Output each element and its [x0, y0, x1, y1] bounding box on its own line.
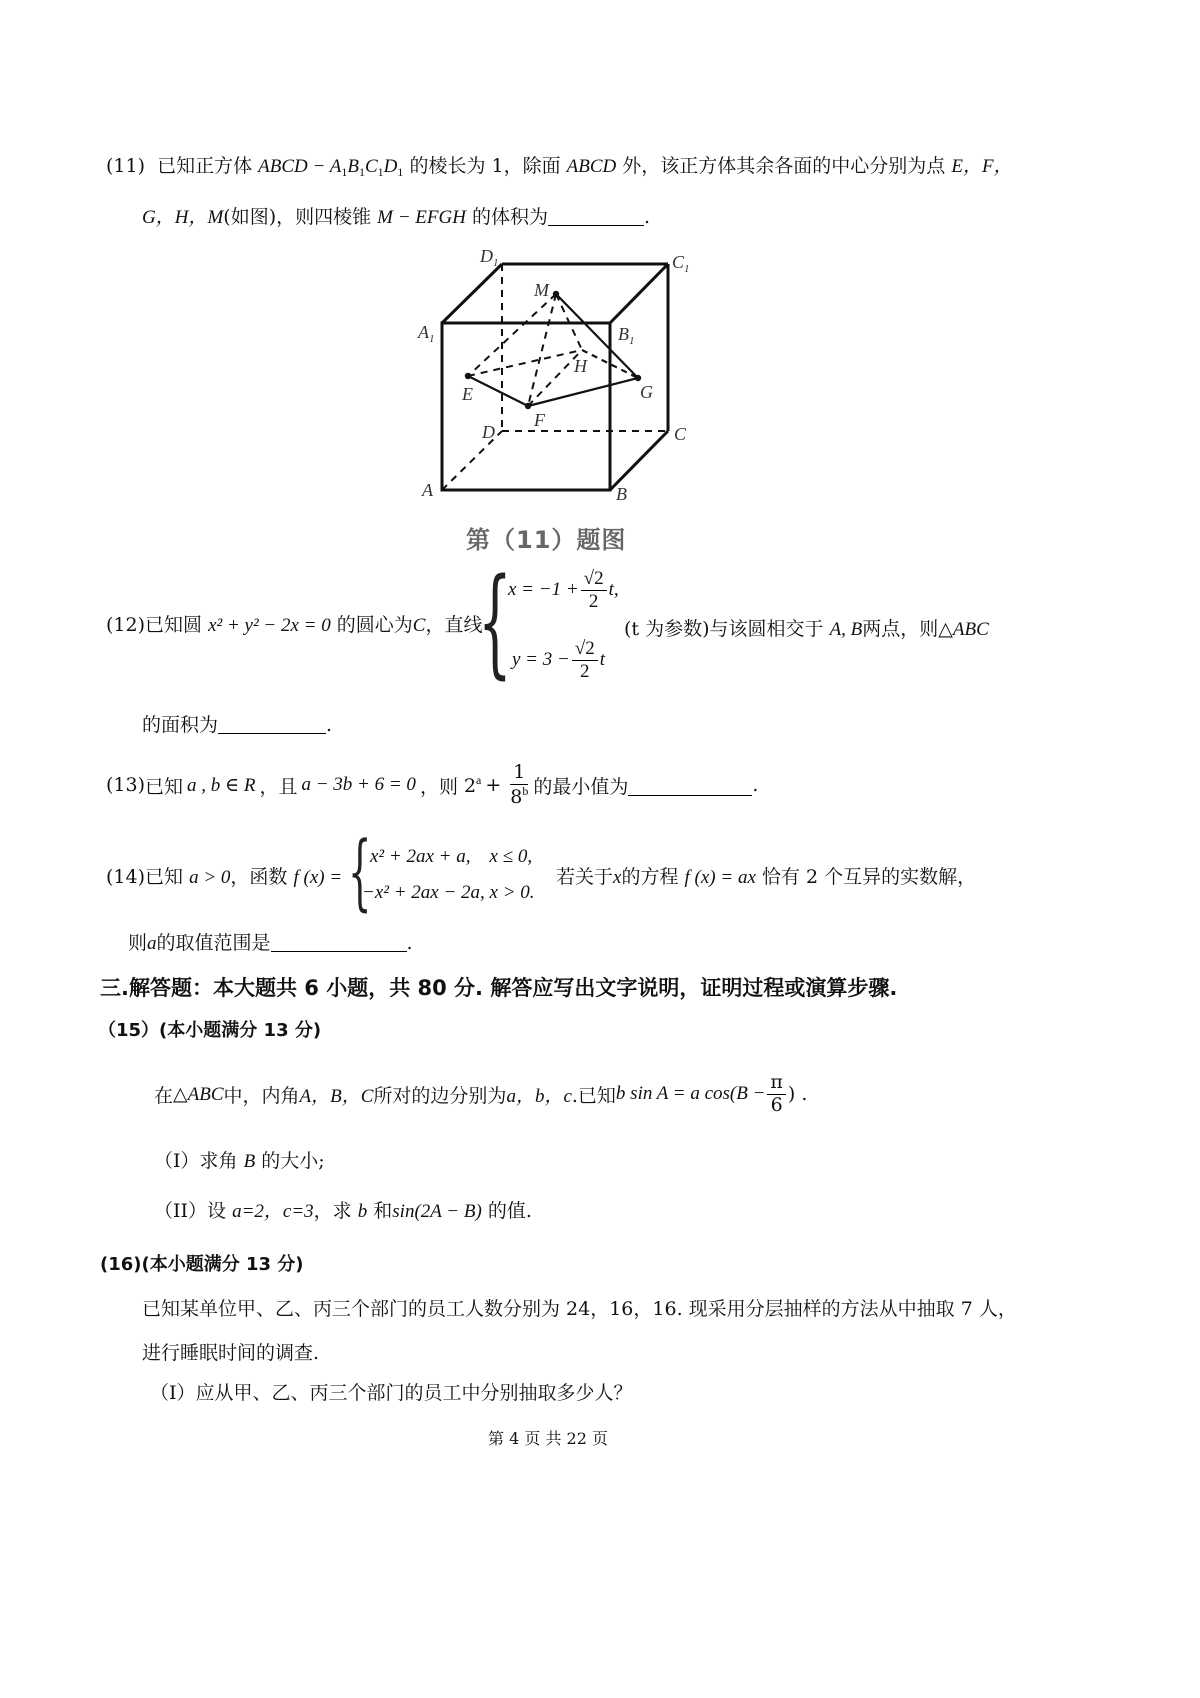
q15-part2: （II）设 a=2，c=3，求 b 和sin(2A − B) 的值. — [154, 1200, 532, 1222]
answer-blank-11[interactable] — [548, 205, 644, 226]
answer-blank-13[interactable] — [628, 775, 752, 796]
label-H: H — [574, 356, 587, 376]
section-title: 三.解答题：本大题共 6 小题，共 80 分. 解答应写出文字说明，证明过程或演算步骤. — [100, 976, 898, 1000]
q14-line1-left: (14)已知 a > 0，函数 f (x) = — [106, 866, 343, 888]
q15-intro: 在 △ABC 中，内角 A，B，C 所对的边分别为 a，b，c .已知 b sin A = a cos(B − $\frac{\pi}{6}$ ) . — [154, 1071, 808, 1116]
figure-caption: 第（11）题图 — [466, 526, 627, 554]
q12-line1: (12)已知圆 x² + y² − 2x = 0 的圆心为C，直线 — [106, 614, 483, 636]
q14-case2: −x² + 2ax − 2a, x > 0. — [362, 882, 535, 903]
label-E: E — [462, 384, 473, 404]
q14-brace: { — [348, 825, 372, 920]
q16-line1: 已知某单位甲、乙、丙三个部门的员工人数分别为 24，16，16. 现采用分层抽样的方法从中抽取 7 人， — [142, 1298, 1017, 1320]
q11-line1: (11) 已知正方体 ABCD − $A_1B_1C_1D_1$ 的棱长为 1，除面 ABCD 外，该正方体其余各面的中心分别为点 E，F， — [106, 155, 1013, 179]
q12-line1-right: (t 为参数)与该圆相交于 A, B两点，则△ABC — [624, 618, 989, 640]
q15-part1: （I）求角 B 的大小; — [154, 1150, 325, 1172]
cube-name: ABCD − $A_1B_1C_1D_1$ — [258, 156, 404, 179]
q16-header: (16)(本小题满分 13 分) — [100, 1254, 304, 1275]
q12-line2: 的面积为 . — [142, 714, 333, 736]
q14-line1-right: 若关于x的方程 f (x) = ax 恰有 2 个互异的实数解， — [556, 866, 977, 888]
label-D1: $D_1$ — [480, 246, 499, 269]
label-B1: $B_1$ — [618, 324, 635, 347]
q16-line2: 进行睡眠时间的调查. — [142, 1342, 320, 1364]
answer-blank-14[interactable] — [271, 931, 407, 952]
label-D: D — [482, 422, 495, 442]
q15-header: （15）(本小题满分 13 分) — [98, 1020, 322, 1041]
label-C1: $C_1$ — [672, 252, 690, 275]
q12-brace: { — [478, 552, 512, 690]
label-F: F — [534, 410, 545, 430]
q11-line2: G，H，M(如图)，则四棱锥 M − EFGH 的体积为 . — [142, 206, 651, 228]
q14-line2: 则a的取值范围是 . — [128, 932, 413, 954]
cube-figure — [410, 238, 710, 528]
answer-blank-12[interactable] — [218, 713, 326, 734]
q11-number: (11) — [106, 155, 146, 177]
q16-part1: （I）应从甲、乙、丙三个部门的员工中分别抽取多少人？ — [150, 1382, 633, 1404]
q12-param-line-y: y = 3 − $\frac{√2}{2}$ t — [512, 638, 606, 682]
q12-param-line-x: x = −1 + $\frac{√2}{2}$ t, — [508, 568, 619, 612]
label-B: B — [616, 484, 627, 504]
label-A1: $A_1$ — [418, 322, 435, 345]
label-G: G — [640, 382, 653, 402]
label-C: C — [674, 424, 687, 444]
q14-case1: x² + 2ax + a, x ≤ 0, — [370, 846, 533, 867]
q13-line: (13) 已知 a , b ∈ R ，且 a − 3b + 6 = 0 ，则 2$^a$ + $\frac{1}{8^b}$ 的最小值为 . — [106, 761, 759, 808]
label-A: A — [422, 480, 433, 500]
page-footer: 第 4 页 共 22 页 — [488, 1429, 608, 1448]
label-M: M — [534, 280, 549, 300]
